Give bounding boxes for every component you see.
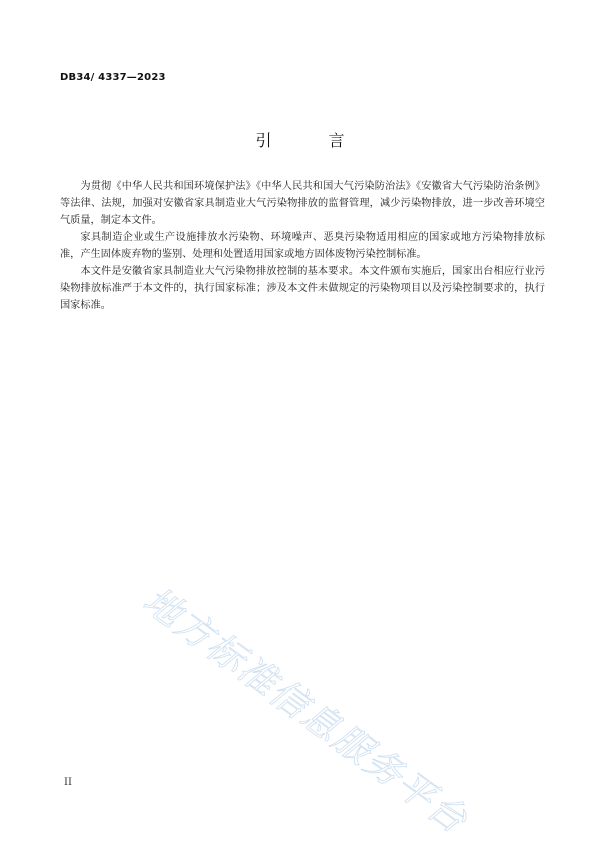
paragraph-1: 为贯彻《中华人民共和国环境保护法》《中华人民共和国大气污染防治法》《安徽省大气污染防治条例》等法律、法规，加强对安徽省家具制造业大气污染物排放的监督管理，减少污染物排放，进一步改善环境空气质量，制定本文件。 [60,181,545,226]
page-title: 引 言 [255,131,371,150]
paragraph-2: 家具制造企业或生产设施排放水污染物、环境噪声、恶臭污染物适用相应的国家或地方污染物排放标准，产生固体废弃物的鉴别、处理和处置适用国家或地方固体废物污染控制标准。 [60,232,545,260]
paragraph-3: 本文件是安徽省家具制造业大气污染物排放控制的基本要求。本文件颁布实施后，国家出台相应行业污染物排放标准严于本文件的，执行国家标准；涉及本文件未做规定的污染物项目以及污染控制要求的，执行国家标准。 [60,266,545,311]
document-code: DB34/ 4337—2023 [60,72,166,83]
body-text [60,178,545,314]
watermark: 地方标准信息服务平台 [135,578,477,843]
page-number: II [64,777,72,788]
